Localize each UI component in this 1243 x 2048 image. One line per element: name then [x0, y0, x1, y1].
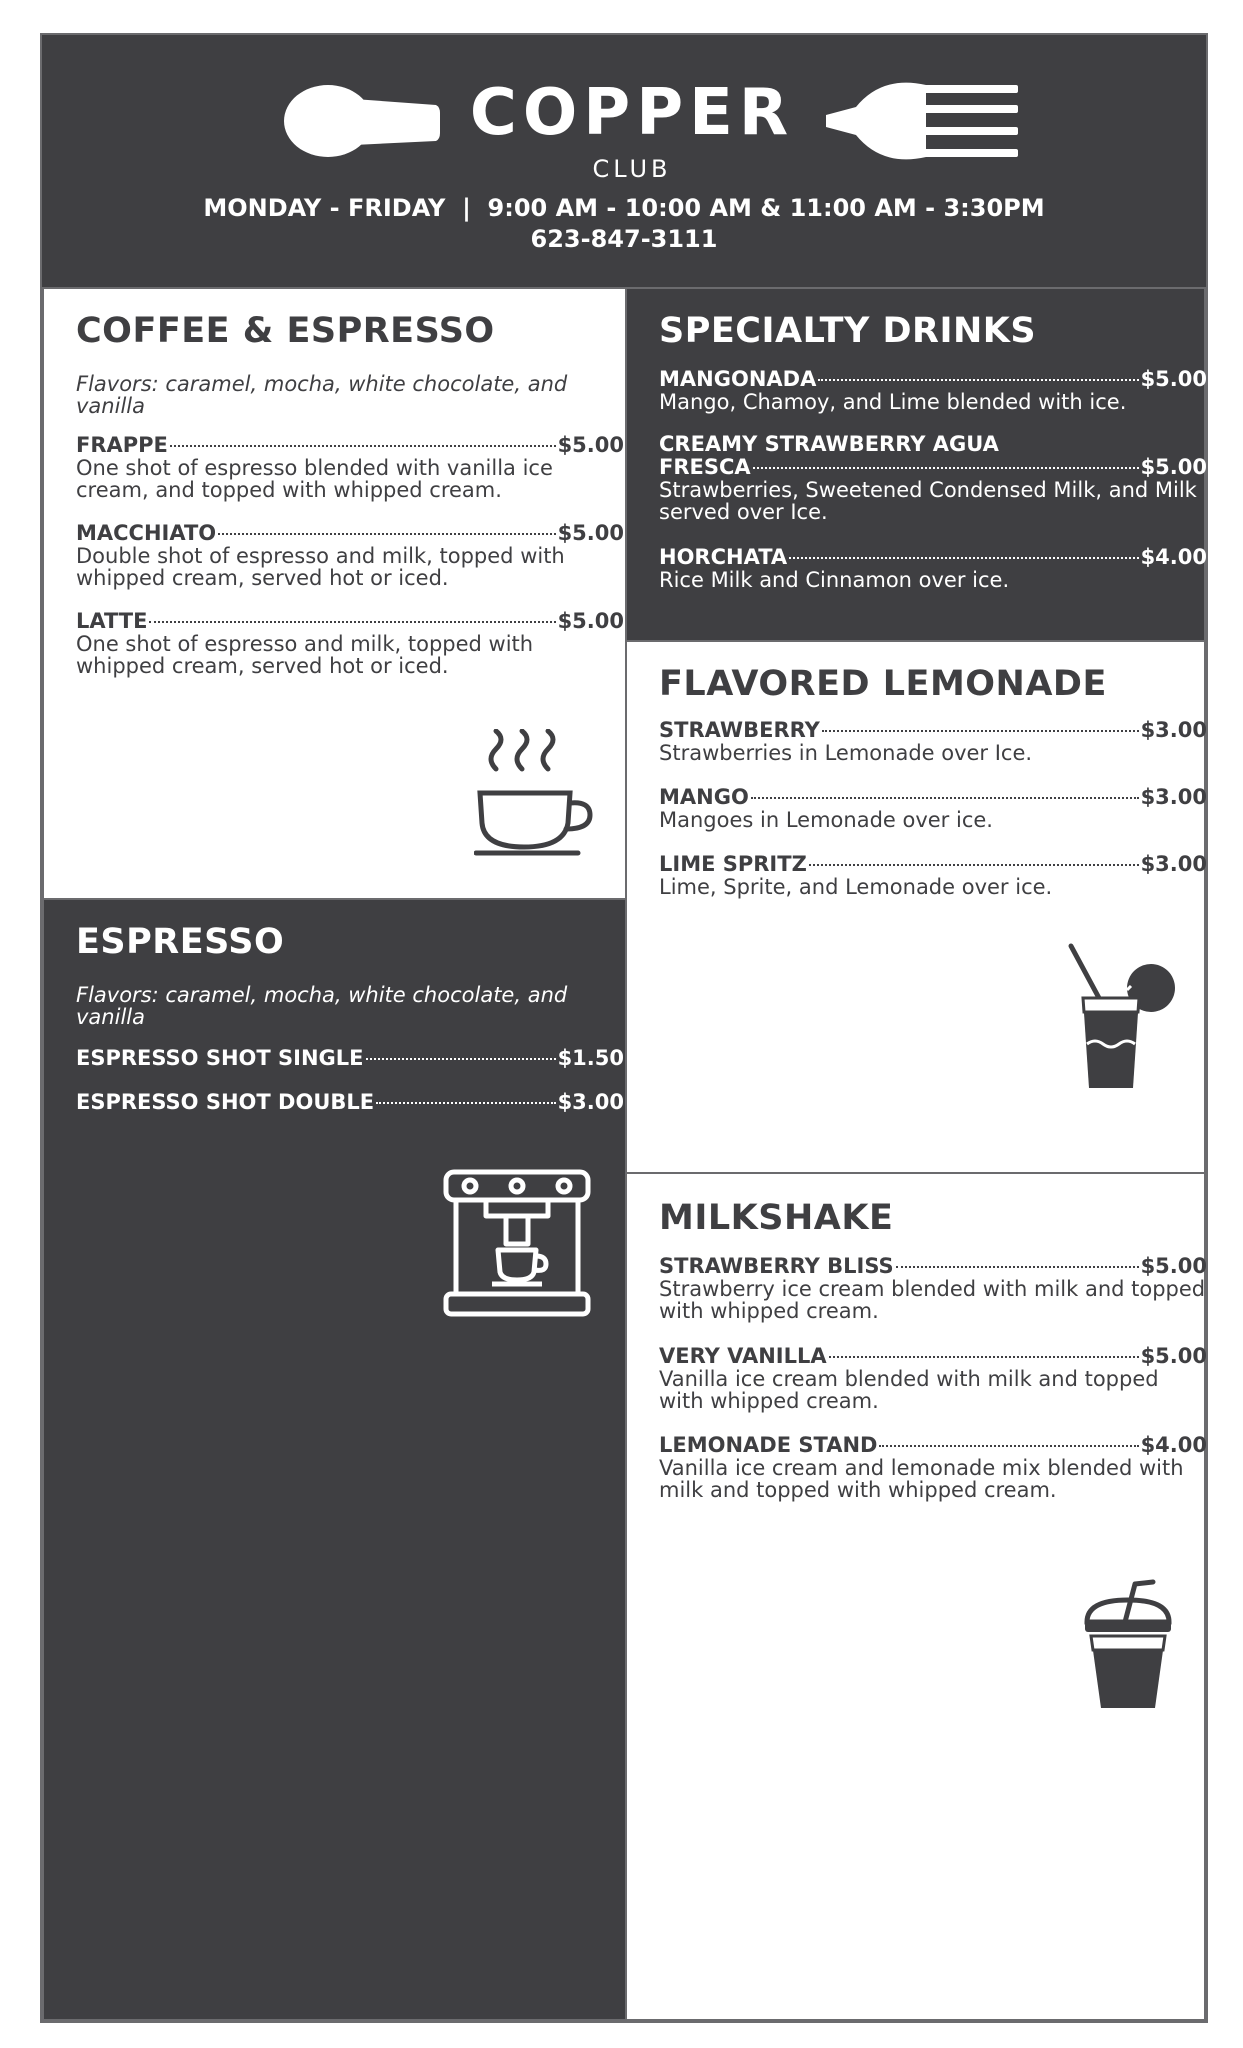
menu-item — [76, 1090, 624, 1114]
menu-header — [42, 35, 1206, 287]
item-name: VERY VANILLA — [659, 1344, 827, 1368]
menu-item — [76, 609, 624, 677]
item-price: $3.00 — [1140, 852, 1207, 876]
fork-icon — [822, 75, 1022, 167]
phone-number: 623-847-3111 — [530, 225, 718, 253]
item-description: Lime, Sprite, and Lemonade over ice. — [659, 875, 1053, 899]
brand-name: COPPER — [469, 76, 795, 150]
item-price: $5.00 — [1140, 1344, 1207, 1368]
item-name: FRESCA — [659, 455, 751, 479]
item-price: $5.00 — [1140, 367, 1207, 391]
brand-subtitle: CLUB — [592, 155, 672, 183]
business-hours: MONDAY - FRIDAY | 9:00 AM - 10:00 AM & 11:00 AM - 3:30PM — [203, 194, 1045, 222]
item-price: $5.00 — [1140, 455, 1207, 479]
menu-item — [76, 433, 624, 501]
item-name: MACCHIATO — [76, 521, 217, 545]
leader-dots — [366, 1058, 556, 1060]
leader-dots — [896, 1266, 1139, 1268]
item-name: HORCHATA — [659, 545, 788, 569]
section-title: SPECIALTY DRINKS — [659, 311, 1037, 351]
item-name: LIME SPRITZ — [659, 852, 807, 876]
leader-dots — [879, 1445, 1138, 1447]
section-title: ESPRESSO — [76, 922, 285, 962]
coffee-espresso-section — [42, 287, 627, 900]
item-description: Strawberries, Sweetened Condensed Milk, and Milk served over Ice. — [659, 478, 1197, 524]
leader-dots — [818, 379, 1138, 381]
item-description: Strawberries in Lemonade over Ice. — [659, 741, 1033, 765]
leader-dots — [170, 445, 556, 447]
item-price: $3.00 — [1140, 718, 1207, 742]
flavored-lemonade-section — [625, 640, 1206, 1174]
spoon-icon — [284, 83, 440, 163]
menu-item — [659, 1344, 1207, 1412]
leader-dots — [376, 1102, 555, 1104]
specialty-drinks-section — [625, 287, 1206, 642]
menu-item — [659, 433, 1207, 523]
item-name: LEMONADE STAND — [659, 1433, 878, 1457]
item-name: LATTE — [76, 609, 148, 633]
leader-dots — [829, 1356, 1139, 1358]
menu-item — [659, 367, 1207, 413]
menu-item — [659, 1254, 1207, 1322]
espresso-section — [42, 898, 627, 2021]
item-name: MANGO — [659, 785, 749, 809]
lemonade-glass-icon — [1067, 942, 1177, 1092]
leader-dots — [789, 557, 1138, 559]
leader-dots — [753, 467, 1139, 469]
item-price: $5.00 — [557, 609, 624, 633]
item-description: One shot of espresso blended with vanilla ice cream, and topped with whipped cream. — [76, 456, 553, 502]
item-description: Vanilla ice cream and lemonade mix blended with milk and topped with whipped cream. — [659, 1456, 1184, 1502]
leader-dots — [822, 730, 1139, 732]
item-description: One shot of espresso and milk, topped with whipped cream, served hot or iced. — [76, 632, 534, 678]
milkshake-section — [625, 1172, 1206, 2021]
logo — [42, 71, 1206, 181]
section-title: COFFEE & ESPRESSO — [76, 311, 495, 351]
item-name-first-line: CREAMY STRAWBERRY AGUA — [659, 432, 999, 456]
menu-item — [659, 545, 1207, 591]
item-description: Mango, Chamoy, and Lime blended with ice. — [659, 390, 1127, 414]
item-name: STRAWBERRY BLISS — [659, 1254, 894, 1278]
menu-item — [659, 1433, 1207, 1501]
item-name: FRAPPE — [76, 433, 168, 457]
item-name: ESPRESSO SHOT DOUBLE — [76, 1090, 375, 1114]
menu-item — [76, 1046, 624, 1070]
section-title: FLAVORED LEMONADE — [659, 664, 1107, 704]
coffee-cup-icon — [474, 729, 594, 859]
item-description: Rice Milk and Cinnamon over ice. — [659, 568, 1010, 592]
leader-dots — [809, 864, 1139, 866]
item-price: $1.50 — [557, 1046, 624, 1070]
espresso-machine-icon — [442, 1168, 592, 1320]
item-name: ESPRESSO SHOT SINGLE — [76, 1046, 364, 1070]
item-description: Vanilla ice cream blended with milk and topped with whipped cream. — [659, 1367, 1159, 1413]
menu-board — [40, 33, 1208, 2023]
flavor-note: Flavors: caramel, mocha, white chocolate, and vanilla — [76, 983, 568, 1029]
item-price: $5.00 — [557, 433, 624, 457]
item-price: $5.00 — [557, 521, 624, 545]
milkshake-cup-icon — [1083, 1578, 1173, 1712]
item-description: Mangoes in Lemonade over ice. — [659, 808, 993, 832]
item-description: Strawberry ice cream blended with milk and topped with whipped cream. — [659, 1277, 1206, 1323]
item-name: MANGONADA — [659, 367, 817, 391]
leader-dots — [751, 797, 1139, 799]
item-price: $3.00 — [1140, 785, 1207, 809]
item-price: $3.00 — [557, 1090, 624, 1114]
item-price: $4.00 — [1140, 545, 1207, 569]
item-price: $4.00 — [1140, 1433, 1207, 1457]
item-description: Double shot of espresso and milk, topped with whipped cream, served hot or iced. — [76, 544, 565, 590]
flavor-note: Flavors: caramel, mocha, white chocolate, and vanilla — [76, 372, 568, 418]
leader-dots — [149, 621, 555, 623]
item-price: $5.00 — [1140, 1254, 1207, 1278]
section-title: MILKSHAKE — [659, 1198, 894, 1238]
item-name: STRAWBERRY — [659, 718, 820, 742]
menu-item — [76, 521, 624, 589]
leader-dots — [218, 533, 555, 535]
menu-item — [659, 785, 1207, 831]
menu-item — [659, 718, 1207, 764]
menu-item — [659, 852, 1207, 898]
